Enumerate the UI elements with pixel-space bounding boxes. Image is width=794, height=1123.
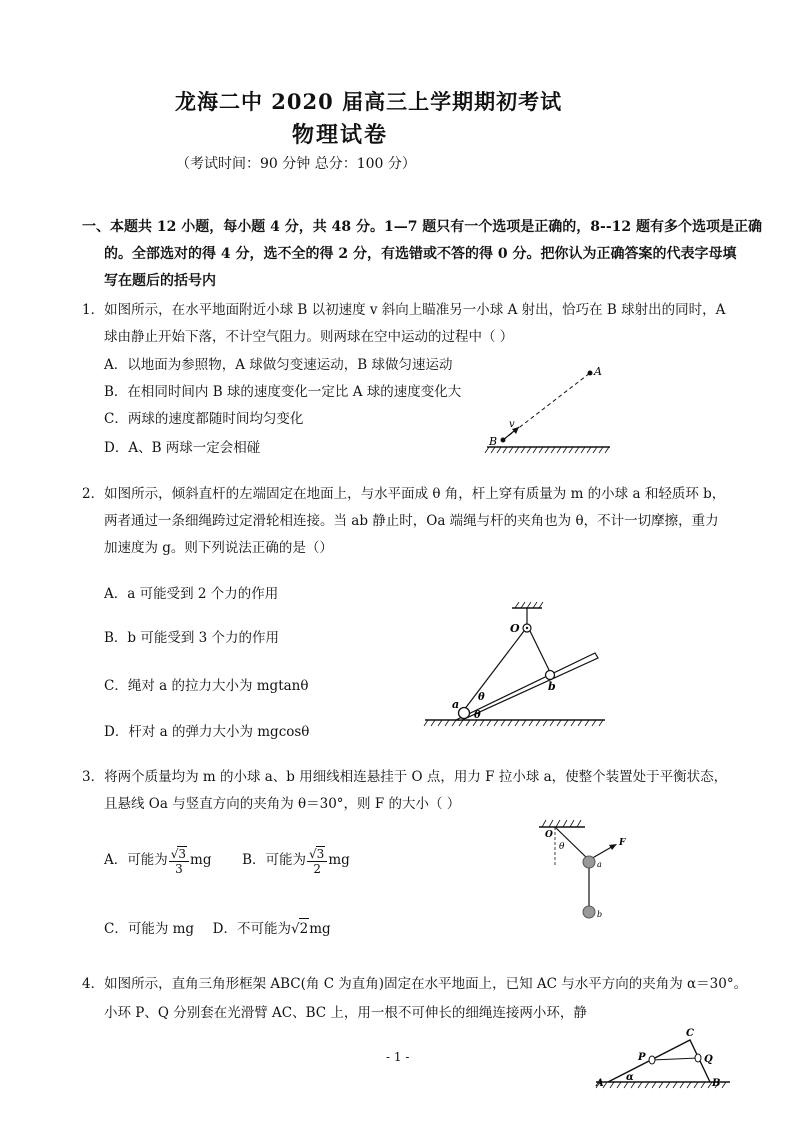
q3-label-o: O <box>545 830 553 840</box>
q3-d-unit: mg <box>309 921 331 937</box>
q3-option-c: C．可能为 mg <box>104 921 195 937</box>
q4-stem-line1: 4．如图所示，直角三角形框架 ABC(角 C 为直角)固定在水平地面上，已知 AC 与水平方向的夹角为 α＝30°。 <box>82 976 748 992</box>
q2-stem-line2: 两者通过一条细绳跨过定滑轮相连接。当 ab 静止时，Oa 端绳与杆的夹角也为 θ，不计一切摩擦，重力 <box>104 513 719 529</box>
q3-options-ab <box>104 842 350 878</box>
q2-option-d: D．杆对 a 的弹力大小为 mgcosθ <box>104 724 310 740</box>
q2-label-theta-top: θ <box>478 692 485 703</box>
q1-option-b: B．在相同时间内 B 球的速度变化一定比 A 球的速度变化大 <box>104 384 462 400</box>
q1-label-a: A <box>594 365 602 378</box>
q2-option-c: C．绳对 a 的拉力大小为 mgtanθ <box>104 678 309 694</box>
q3-b-radicand: 3 <box>316 846 325 861</box>
q3-option-b-fraction: $\frac{√3}{2}$ <box>307 846 327 876</box>
exam-subject: 物理试卷 <box>292 122 389 148</box>
q4-stem-line2: 小环 P、Q 分别套在光滑臂 AC、BC 上，用一根不可伸长的细绳连接两小环，静 <box>104 1005 587 1021</box>
q2-stem-line3: 加速度为 g。则下列说法正确的是（） <box>104 540 333 556</box>
page-number: - 1 - <box>386 1050 410 1064</box>
section-instructions-line3: 写在题后的括号内 <box>104 273 216 289</box>
q3-figure <box>535 815 635 925</box>
q2-stem-line1: 2．如图所示，倾斜直杆的左端固定在地面上，与水平面成 θ 角，杆上穿有质量为 m 的小球 a 和轻质环 b， <box>82 486 726 502</box>
q2-figure <box>420 600 610 732</box>
q3-label-f: F <box>619 838 626 848</box>
q2-option-b: B．b 可能受到 3 个力的作用 <box>104 630 280 646</box>
q4-label-c: C <box>686 1028 694 1039</box>
q2-label-a: a <box>452 698 460 711</box>
exam-title: 龙海二中 2020 届高三上学期期初考试 <box>175 89 563 114</box>
q1-label-v: v <box>509 419 515 430</box>
q3-option-a-prefix: A．可能为 <box>104 852 168 868</box>
q3-option-a-fraction: $\frac{√3}{3}$ <box>169 846 189 876</box>
q3-stem-line1: 3．将两个质量均为 m 的小球 a、b 用细线相连悬挂于 O 点，用力 F 拉小球 a，使整个装置处于平衡状态， <box>82 769 728 785</box>
q3-a-radicand: 3 <box>178 846 187 861</box>
q2-label-o: O <box>510 622 520 635</box>
q3-a-denominator: 3 <box>175 861 183 876</box>
q2-option-a: A．a 可能受到 2 个力的作用 <box>104 586 279 602</box>
q3-b-unit: mg <box>328 852 350 868</box>
q2-label-theta-bottom: θ <box>474 710 481 721</box>
q3-option-b-prefix: B．可能为 <box>242 852 307 868</box>
q3-d-radicand: 2 <box>299 918 310 939</box>
q3-label-b: b <box>597 910 603 919</box>
q1-option-a: A．以地面为参照物，A 球做匀变速运动，B 球做匀速运动 <box>104 357 453 373</box>
section-instructions-line1: 一、本题共 12 小题，每小题 4 分，共 48 分。1—7 题只有一个选项是正确的，8--12 题有多个选项是正确 <box>82 219 763 235</box>
q3-options-cd: C．可能为 mg D．不可能为√2mg <box>104 918 331 939</box>
q3-label-a: a <box>597 860 602 869</box>
q1-stem-line1: 1．如图所示，在水平地面附近小球 B 以初速度 v 斜向上瞄准另一小球 A 射出，恰巧在 B 球射出的同时，A <box>82 302 726 318</box>
q1-label-b: B <box>489 435 498 448</box>
q3-a-unit: mg <box>190 852 212 868</box>
q1-figure <box>475 355 615 455</box>
q4-label-a: A <box>596 1078 604 1089</box>
q4-label-alpha: α <box>626 1072 634 1083</box>
q3-stem-line2: 且悬线 Oa 与竖直方向的夹角为 θ＝30°，则 F 的大小（ ） <box>104 796 461 812</box>
q1-stem-line2: 球由静止开始下落，不计空气阻力。则两球在空中运动的过程中（ ） <box>104 329 514 345</box>
q4-label-b: B <box>712 1078 721 1089</box>
q4-figure <box>590 1020 740 1092</box>
q3-label-theta: θ <box>559 842 565 852</box>
q3-b-denominator: 2 <box>313 861 321 876</box>
exam-info: （考试时间：90 分钟 总分：100 分） <box>176 156 416 172</box>
q3-option-d-prefix: D．不可能为 <box>212 921 291 937</box>
q4-label-p: P <box>638 1052 646 1063</box>
q4-label-q: Q <box>704 1054 713 1065</box>
q1-option-d: D．A、B 两球一定会相碰 <box>104 440 261 456</box>
section-instructions-line2: 的。全部选对的得 4 分，选不全的得 2 分，有选错或不答的得 0 分。把你认为正确答案的代表字母填 <box>104 246 737 262</box>
q2-label-b: b <box>548 680 556 693</box>
q1-option-c: C．两球的速度都随时间均匀变化 <box>104 411 304 427</box>
